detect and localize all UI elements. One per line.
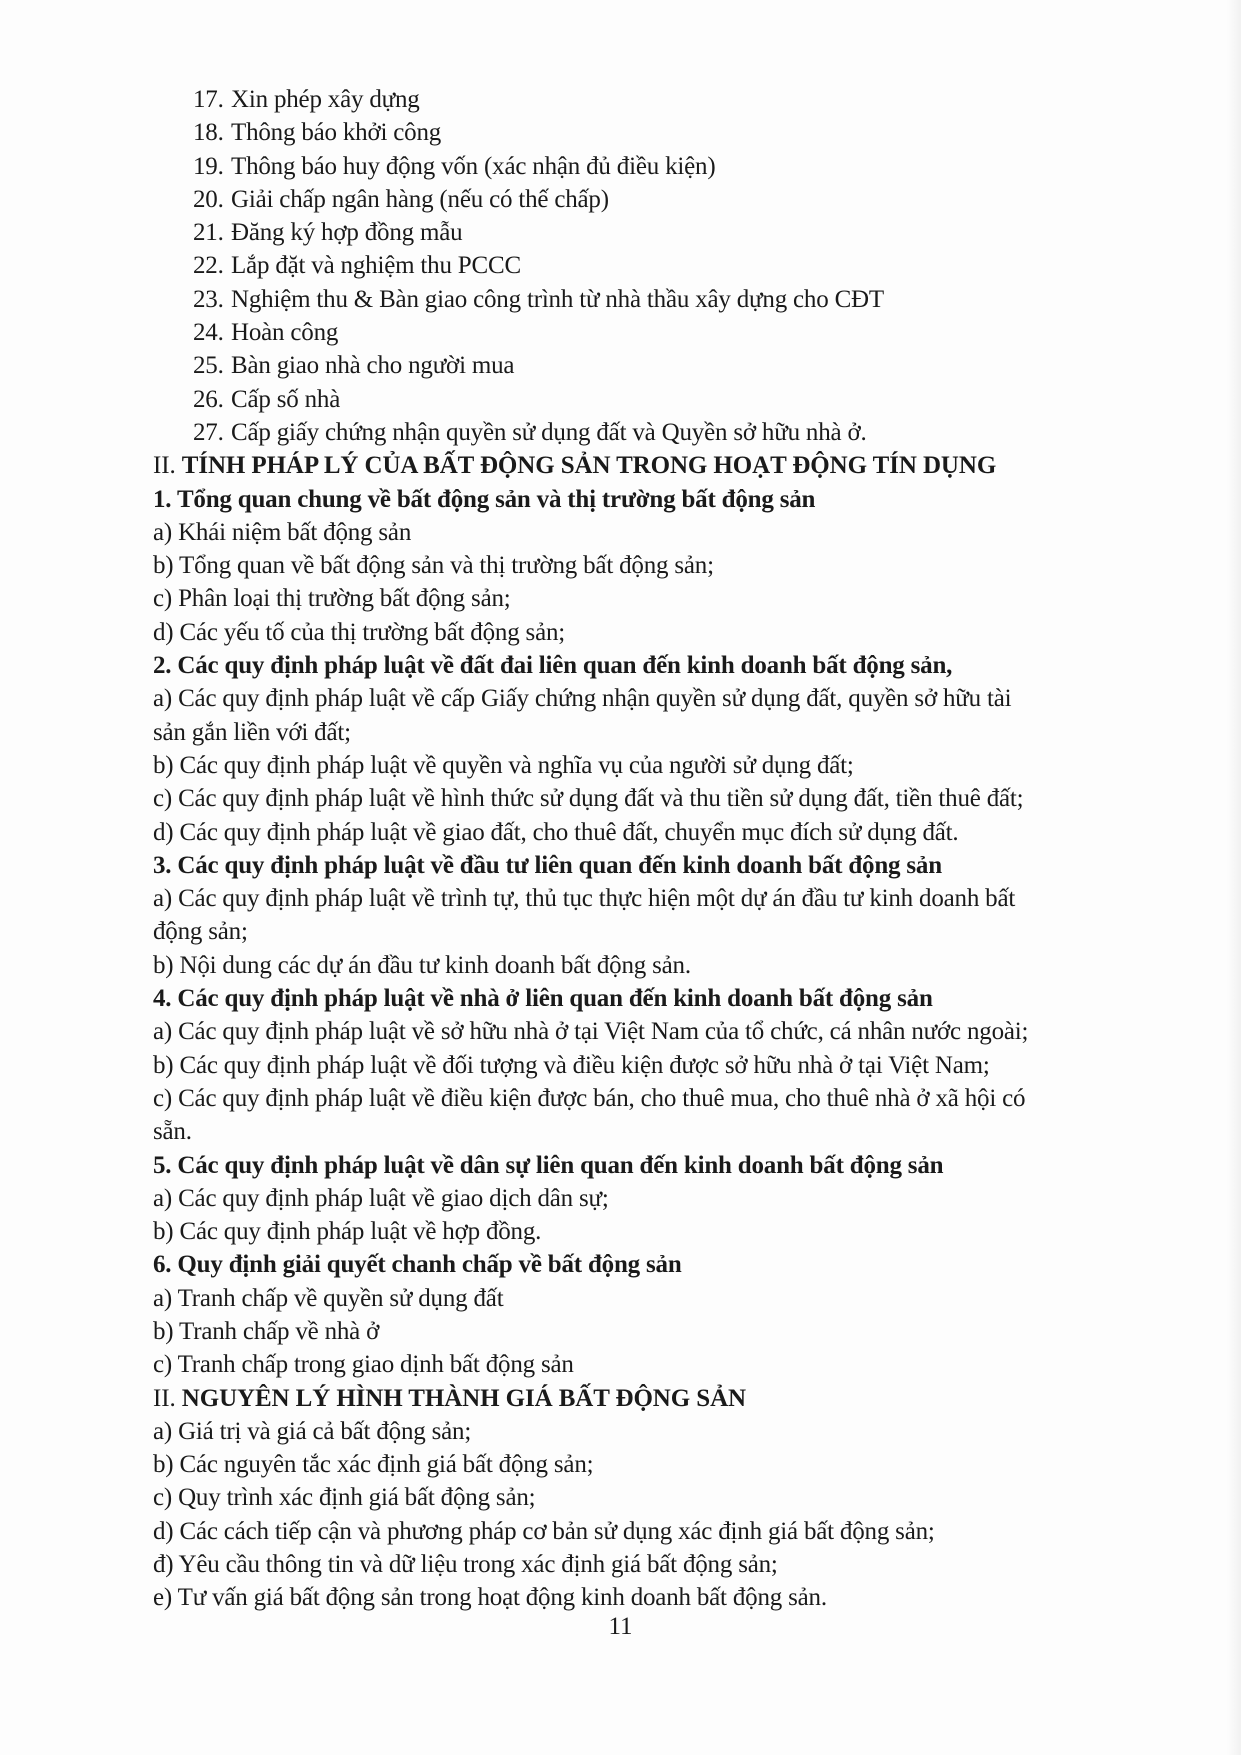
list-item: d) Các yếu tố của thị trường bất động sản; — [153, 618, 566, 646]
list-item: b) Nội dung các dự án đầu tư kinh doanh bất động sản. — [153, 951, 691, 979]
item-number: 17. — [193, 86, 224, 113]
section-heading-legal — [153, 449, 1163, 482]
list-item-line1: a) Các quy định pháp luật về cấp Giấy chứng nhận quyền sử dụng đất, quyền sở hữu tài — [153, 685, 1012, 713]
list-item: a) Khái niệm bất động sản — [153, 518, 412, 546]
list-item — [153, 83, 1163, 116]
list-item: d) Các quy định pháp luật về giao đất, cho thuê đất, chuyển mục đích sử dụng đất. — [153, 818, 959, 846]
list-item — [153, 416, 1163, 449]
subsection-heading-6: 6. Quy định giải quyết chanh chấp về bất động sản — [153, 1251, 682, 1279]
item-text: Thông báo huy động vốn (xác nhận đủ điều kiện) — [231, 152, 716, 180]
list-item — [153, 183, 1163, 216]
scan-edge-shadow — [1227, 0, 1241, 1755]
item-text: Cấp số nhà — [231, 385, 341, 413]
list-item: a) Các quy định pháp luật về giao dịch dân sự; — [153, 1184, 609, 1212]
item-text: Xin phép xây dựng — [231, 86, 420, 113]
list-item: b) Tranh chấp về nhà ở — [153, 1317, 380, 1345]
list-item — [153, 349, 1163, 382]
section-prefix: II. — [153, 452, 182, 480]
item-text: Cấp giấy chứng nhận quyền sử dụng đất và Quyền sở hữu nhà ở. — [231, 418, 867, 446]
list-item: d) Các cách tiếp cận và phương pháp cơ bản sử dụng xác định giá bất động sản; — [153, 1517, 935, 1545]
subsection-heading-3: 3. Các quy định pháp luật về đầu tư liên quan đến kinh doanh bất động sản — [153, 851, 942, 879]
list-item: a) Các quy định pháp luật về sở hữu nhà ở tại Việt Nam của tổ chức, cá nhân nước ngoài; — [153, 1018, 1029, 1046]
list-item-line2: động sản; — [153, 918, 248, 946]
list-item: e) Tư vấn giá bất động sản trong hoạt động kinh doanh bất động sản. — [153, 1584, 827, 1612]
list-item-line1: c) Các quy định pháp luật về điều kiện được bán, cho thuê mua, cho thuê nhà ở xã hội có — [153, 1084, 1026, 1112]
item-number: 20. — [193, 185, 224, 213]
list-item — [153, 116, 1163, 149]
subsection-heading-2: 2. Các quy định pháp luật về đất đai liên quan đến kinh doanh bất động sản, — [153, 652, 953, 680]
item-number: 26. — [193, 385, 224, 413]
list-item: c) Tranh chấp trong giao dịnh bất động sản — [153, 1351, 574, 1379]
section-prefix: II. — [153, 1384, 182, 1412]
item-text: Giải chấp ngân hàng (nếu có thế chấp) — [231, 185, 609, 213]
section-title: NGUYÊN LÝ HÌNH THÀNH GIÁ BẤT ĐỘNG SẢN — [181, 1384, 746, 1412]
list-item: c) Phân loại thị trường bất động sản; — [153, 585, 511, 613]
subsection-heading-4: 4. Các quy định pháp luật về nhà ở liên quan đến kinh doanh bất động sản — [153, 985, 933, 1013]
page-content — [153, 83, 1163, 1615]
list-item-line1: a) Các quy định pháp luật về trình tự, thủ tục thực hiện một dự án đầu tư kinh doanh bất — [153, 885, 1016, 913]
list-item: c) Các quy định pháp luật về hình thức sử dụng đất và thu tiền sử dụng đất, tiền thuê đất; — [153, 785, 1024, 813]
list-item: b) Các quy định pháp luật về đối tượng và điều kiện được sở hữu nhà ở tại Việt Nam; — [153, 1051, 990, 1079]
list-item — [153, 150, 1163, 183]
item-number: 21. — [193, 219, 224, 247]
list-item — [153, 316, 1163, 349]
item-number: 18. — [193, 119, 224, 147]
section-heading-price — [153, 1382, 1163, 1415]
list-item — [153, 383, 1163, 416]
list-item-line2: sản gắn liền với đất; — [153, 718, 351, 746]
page-number: 11 — [608, 1613, 633, 1640]
item-number: 24. — [193, 319, 224, 347]
item-number: 22. — [193, 252, 224, 280]
numbered-list — [153, 83, 1163, 449]
item-text: Bàn giao nhà cho người mua — [231, 352, 515, 380]
list-item: b) Các nguyên tắc xác định giá bất động sản; — [153, 1451, 594, 1479]
list-item: b) Các quy định pháp luật về quyền và nghĩa vụ của người sử dụng đất; — [153, 751, 854, 779]
list-item — [153, 283, 1163, 316]
item-text: Đăng ký hợp đồng mẫu — [231, 219, 463, 247]
list-item — [153, 216, 1163, 249]
list-item: b) Các quy định pháp luật về hợp đồng. — [153, 1218, 542, 1246]
item-number: 25. — [193, 352, 224, 380]
list-item — [153, 249, 1163, 282]
item-text: Thông báo khởi công — [231, 119, 442, 147]
list-item: b) Tổng quan về bất động sản và thị trường bất động sản; — [153, 552, 714, 580]
item-number: 27. — [193, 418, 224, 446]
subsection-heading-5: 5. Các quy định pháp luật về dân sự liên quan đến kinh doanh bất động sản — [153, 1151, 944, 1179]
item-number: 23. — [193, 285, 224, 313]
section-title: TÍNH PHÁP LÝ CỦA BẤT ĐỘNG SẢN TRONG HOẠT ĐỘNG TÍN DỤNG — [181, 452, 997, 480]
list-item: đ) Yêu cầu thông tin và dữ liệu trong xác định giá bất động sản; — [153, 1551, 778, 1579]
list-item: a) Giá trị và giá cả bất động sản; — [153, 1417, 472, 1445]
item-text: Hoàn công — [231, 319, 339, 347]
list-item: c) Quy trình xác định giá bất động sản; — [153, 1484, 536, 1512]
list-item: a) Tranh chấp về quyền sử dụng đất — [153, 1284, 504, 1312]
item-number: 19. — [193, 152, 224, 180]
subsection-heading-1: 1. Tổng quan chung về bất động sản và thị trường bất động sản — [153, 485, 816, 513]
item-text: Lắp đặt và nghiệm thu PCCC — [231, 252, 521, 280]
item-text: Nghiệm thu & Bàn giao công trình từ nhà thầu xây dựng cho CĐT — [231, 285, 884, 313]
list-item-line2: sẵn. — [153, 1118, 192, 1146]
